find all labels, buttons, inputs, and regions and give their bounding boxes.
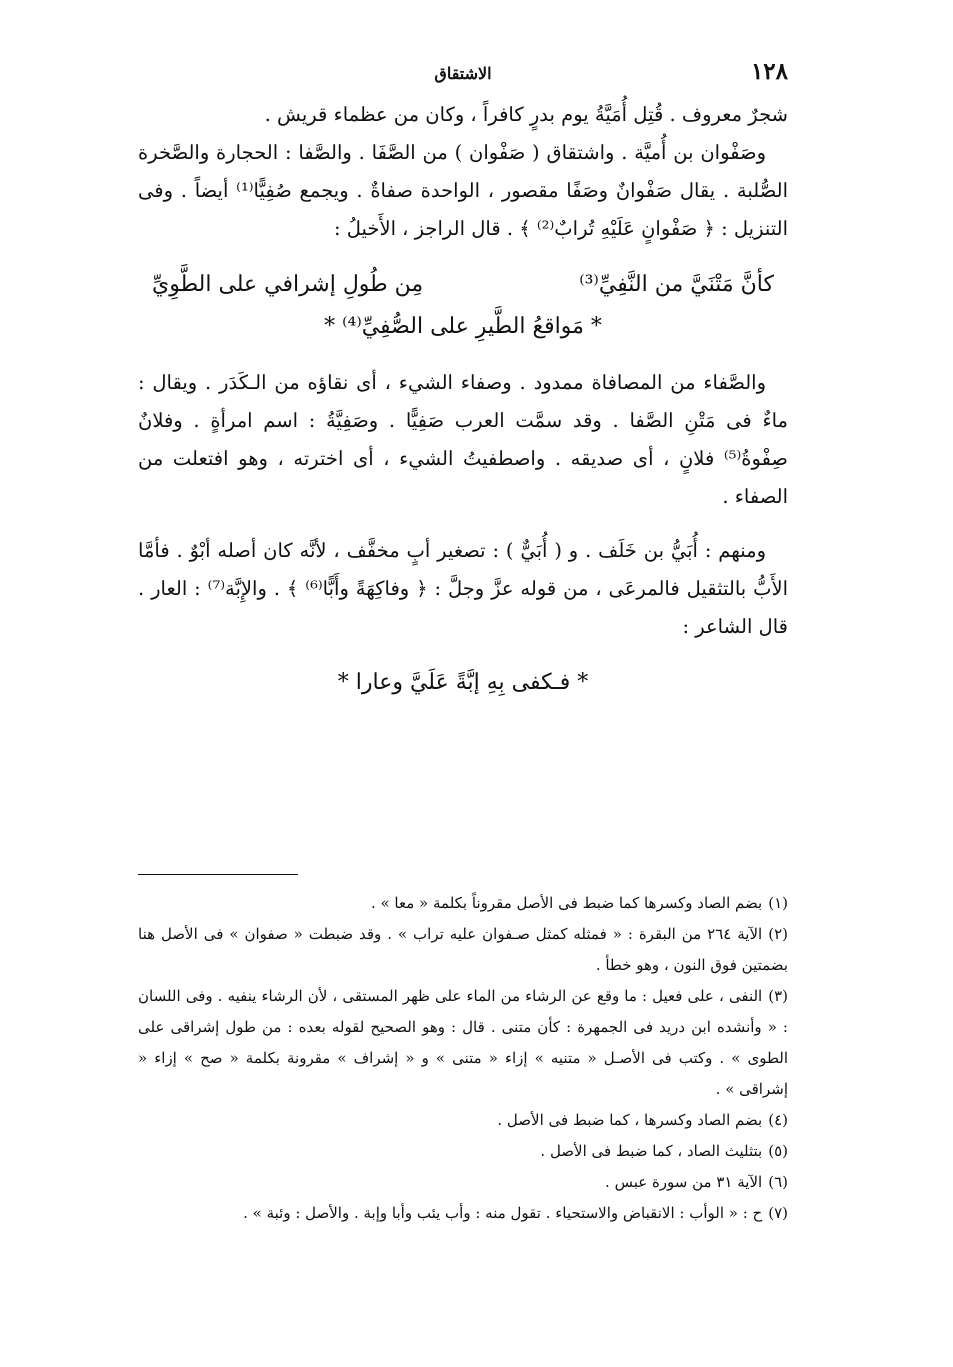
footnote-text: الآية ٣١ من سورة عبس . [605, 1173, 763, 1191]
footnote-3 [138, 981, 788, 1105]
footnote-number: (٢) [768, 925, 788, 943]
footnote-1 [138, 888, 788, 919]
spacer [138, 646, 788, 662]
footnote-number: (٦) [768, 1173, 788, 1191]
footnote-text: الآية ٢٦٤ من البقرة : « فمثله كمثل صـفوان عليه تراب » . وقد ضبطت « صفوان » فى الأصل هنا بضمتين فوق النون ، وهو خطأ . [138, 925, 788, 974]
footnote-5 [138, 1136, 788, 1167]
spacer [138, 348, 788, 364]
paragraph-3: والصَّفاء من المصافاة ممدود . وصفاء الشيء ، أى نقاؤه من الـكَدَر . ويقال : ماءٌ فى مَتْنِ الصَّفا . وقد سمَّت العرب صَفِيًّا . وصَفِيَّةُ : اسم امرأةٍ . وفلانٌ صِفْوةُ⁽⁵⁾ فلانٍ ، أى صديقه . واصطفيتُ الشيء ، أى اخترته ، وهو افتعلت من الصفاء . [138, 371, 788, 508]
page-number: ١٢٨ [750, 58, 788, 85]
paragraph-4: ومنهم : أُبَيُّ بن خَلَف . و ( أُبَيٌّ ) : تصغير أبٍ مخفَّف ، لأنَّه كان أصله أبْوٌ . فأمَّا الأَبُّ بالتثقيل فالمرعَى ، من قوله عزَّ وجلَّ : ﴿ وفاكِهَةً وأَبًّا⁽⁶⁾ ﴾ . والإِبَّة⁽⁷⁾ : العار . قال الشاعر : [138, 539, 788, 638]
footnote-divider [138, 874, 298, 875]
verse-block-1 [138, 264, 788, 348]
verse-line-2: * مَواقعُ الطَّيرِ على الصُّفِيِّ⁽⁴⁾ * [324, 314, 602, 339]
spacer [138, 248, 788, 264]
paragraph-1: شجرٌ معروف . قُتِل أُمَيَّةُ يوم بدرٍ كافراً ، وكان من عظماء قريش . [264, 103, 788, 126]
verse-block-2: * فـكفى بِهِ إبَّةً عَلَيَّ وعارا * [337, 670, 589, 695]
footnote-6 [138, 1167, 788, 1198]
footnote-number: (٧) [768, 1204, 788, 1222]
verse-hemistich-2: مِن طُولِ إشرافي على الطَّوِيِّ [152, 272, 424, 297]
footnote-number: (٥) [768, 1142, 788, 1160]
spacer [138, 516, 788, 532]
footnote-text: بضم الصاد وكسرها ، كما ضبط فى الأصل . [497, 1111, 763, 1129]
verse-line-1 [138, 264, 788, 306]
verse-hemistich-1: كأنَّ مَتْنَيَّ من النَّفِيِّ⁽³⁾ [579, 272, 774, 297]
footnote-text: بضم الصاد وكسرها كما ضبط فى الأصل مقروناً بكلمة « معا » . [370, 894, 763, 912]
footnote-7 [138, 1198, 788, 1229]
footnote-text: ح : « الوأب : الانقباض والاستحياء . تقول منه : وأب يئب وأبا وإبة . والأصل : وئبة » . [243, 1204, 763, 1222]
footnote-text: النفى ، على فعيل : ما وقع عن الرشاء من الماء على ظهر المستقى ، لأن الرشاء ينفيه . وفى اللسان : « وأنشده ابن دريد فى الجمهرة : كأن متنى . قال : وهو الصحيح لقوله بعده : من طول إشراقى على الطوى » . وكتب فى الأصـل « متنيه » إزاء « متنى » و « إشراف » مقرونة بكلمة « صح » إزاء « إشراقى » . [138, 987, 788, 1098]
page [138, 56, 788, 1326]
footnote-text: بتثليث الصاد ، كما ضبط فى الأصل . [540, 1142, 763, 1160]
paragraph-2: وصَفْوان بن أُميَّة . واشتقاق ( صَفْوان ) من الصَّفَا . والصَّفا : الحجارة والصَّخرة الصُّلبة . يقال صَفْوانٌ وصَفًا مقصور ، الواحدة صفاةٌ . ويجمع صُفِيًّا⁽¹⁾ أيضاً . وفى التنزيل : ﴿ صَفْوانٍ عَلَيْهِ تُرابٌ⁽²⁾ ﴾ . قال الراجز ، الأَخيلُ : [138, 141, 788, 240]
footnote-number: (١) [768, 894, 788, 912]
running-title: الاشتقاق [434, 64, 492, 83]
footnote-4 [138, 1105, 788, 1136]
footnote-2 [138, 919, 788, 981]
page-header [138, 56, 788, 96]
footnote-number: (٣) [768, 987, 788, 1005]
footnote-number: (٤) [768, 1111, 788, 1129]
footnotes [138, 888, 788, 1229]
